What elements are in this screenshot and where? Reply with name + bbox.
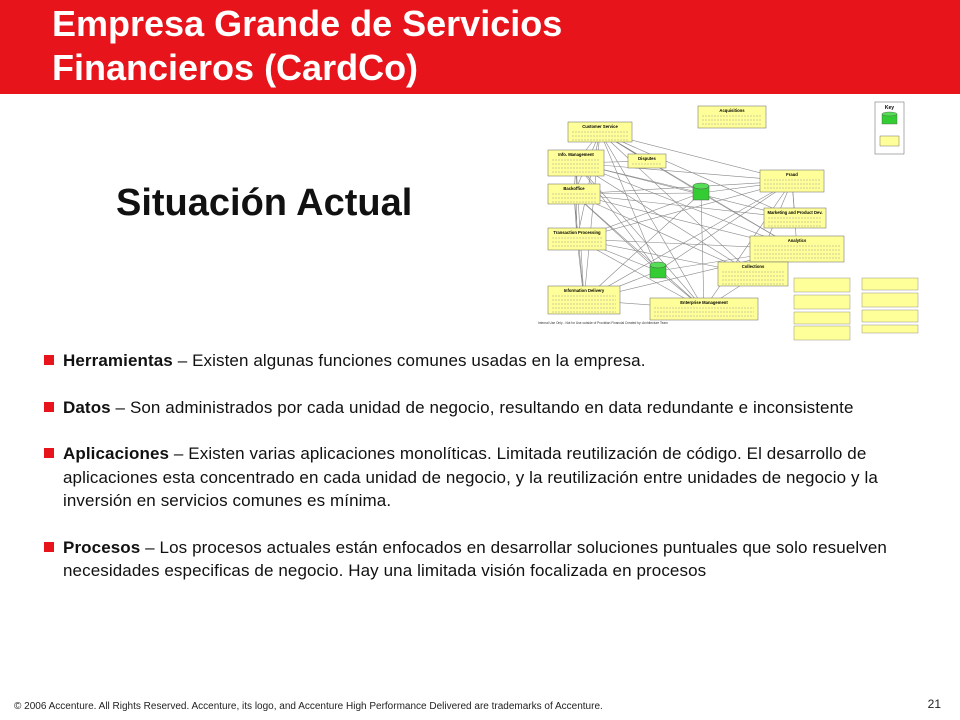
- bullet-square-icon: [44, 402, 54, 412]
- page-number: 21: [927, 697, 941, 711]
- bullet-text: Son administrados por cada unidad de negocio, resultando en data redundante e inconsistente: [129, 397, 854, 417]
- diagram-connector: [574, 194, 795, 218]
- slide-title: Empresa Grande de Servicios Financieros (CardCo): [52, 3, 563, 88]
- diagram-connector: [600, 132, 658, 271]
- diagram-node: [548, 286, 620, 314]
- diagram-node: [628, 154, 666, 168]
- bullet-aplicaciones: [44, 442, 924, 513]
- architecture-diagram: [532, 100, 952, 342]
- diagram-node-label: Enterprise Management: [680, 300, 728, 305]
- diagram-node-label: Marketing and Product Dev.: [767, 210, 823, 215]
- title-bar: [0, 0, 960, 94]
- diagram-node: [548, 228, 606, 250]
- diagram-node-label: Information Delivery: [563, 288, 605, 293]
- diagram-node-label: Analytics: [787, 238, 807, 243]
- bullet-dash: –: [172, 351, 193, 370]
- diagram-node-label: Fraud: [786, 172, 798, 177]
- bullet-square-icon: [44, 542, 54, 552]
- diagram-node: [764, 208, 826, 228]
- diagram-node: [750, 236, 844, 262]
- diagram-node-label: Disputes: [638, 156, 656, 161]
- key-title: Key: [884, 105, 895, 111]
- legend-boxes: [794, 278, 918, 340]
- diagram-node-label: Collections: [741, 264, 765, 269]
- database-icon: [650, 262, 666, 278]
- bullet-term: Datos: [63, 397, 111, 417]
- diagram-node: [698, 106, 766, 128]
- bullet-term: Aplicaciones: [63, 444, 170, 463]
- diagram-node-label: Transaction Processing: [553, 230, 601, 235]
- diagram-node-label: Info. Management: [558, 152, 594, 157]
- bullet-term: Procesos: [63, 537, 141, 557]
- bullet-text: Existen algunas funciones comunes usadas en la empresa.: [192, 351, 646, 370]
- bullet-dash: –: [140, 537, 160, 557]
- diagram-node-label: Backoffice: [563, 186, 585, 191]
- diagram-node: [718, 262, 788, 286]
- bullet-term: Herramientas: [63, 351, 173, 370]
- bullet-text: Existen varias aplicaciones monolíticas. Limitada reutilización de código. El desarrollo de aplicaciones esta concentrado en cada unidad de negocio, y la reutilización entre unidades de negocio y la inversión en servicios comunes es mínima.: [63, 444, 878, 510]
- diagram-key: [875, 102, 904, 154]
- bullet-herramientas: [44, 349, 924, 373]
- database-icon: [693, 183, 709, 200]
- bullet-list: [44, 349, 924, 583]
- bullet-square-icon: [44, 448, 54, 458]
- diagram-connector: [574, 181, 792, 194]
- diagram-connector: [600, 132, 753, 274]
- diagram-node: [568, 122, 632, 142]
- diagram-node: [650, 298, 758, 320]
- copyright-footer: © 2006 Accenture. All Rights Reserved. Accenture, its logo, and Accenture High Performance Delivered are trademarks of Accenture.: [14, 701, 603, 712]
- diagram-node: [760, 170, 824, 192]
- diagram-node: [548, 150, 604, 176]
- slide-subtitle: Situación Actual: [116, 182, 413, 224]
- diagram-note: Internal Use Only - Not for Use outside of Providian Financial Created by: Architecture Team: [538, 321, 668, 325]
- diagram-connector: [576, 163, 792, 181]
- bullet-dash: –: [110, 397, 130, 417]
- diagram-node: [548, 184, 600, 204]
- bullet-dash: –: [169, 444, 189, 463]
- bullet-square-icon: [44, 355, 54, 365]
- diagram-node-label: Customer Service: [582, 124, 618, 129]
- bullet-procesos: [44, 536, 924, 583]
- bullet-datos: [44, 396, 924, 420]
- diagram-node-label: Acquisitions: [719, 108, 745, 113]
- bullet-text: Los procesos actuales están enfocados en desarrollar soluciones puntuales que solo resuelven necesidades especificas de negocio. Hay una limitada visión focalizada en procesos: [63, 537, 887, 580]
